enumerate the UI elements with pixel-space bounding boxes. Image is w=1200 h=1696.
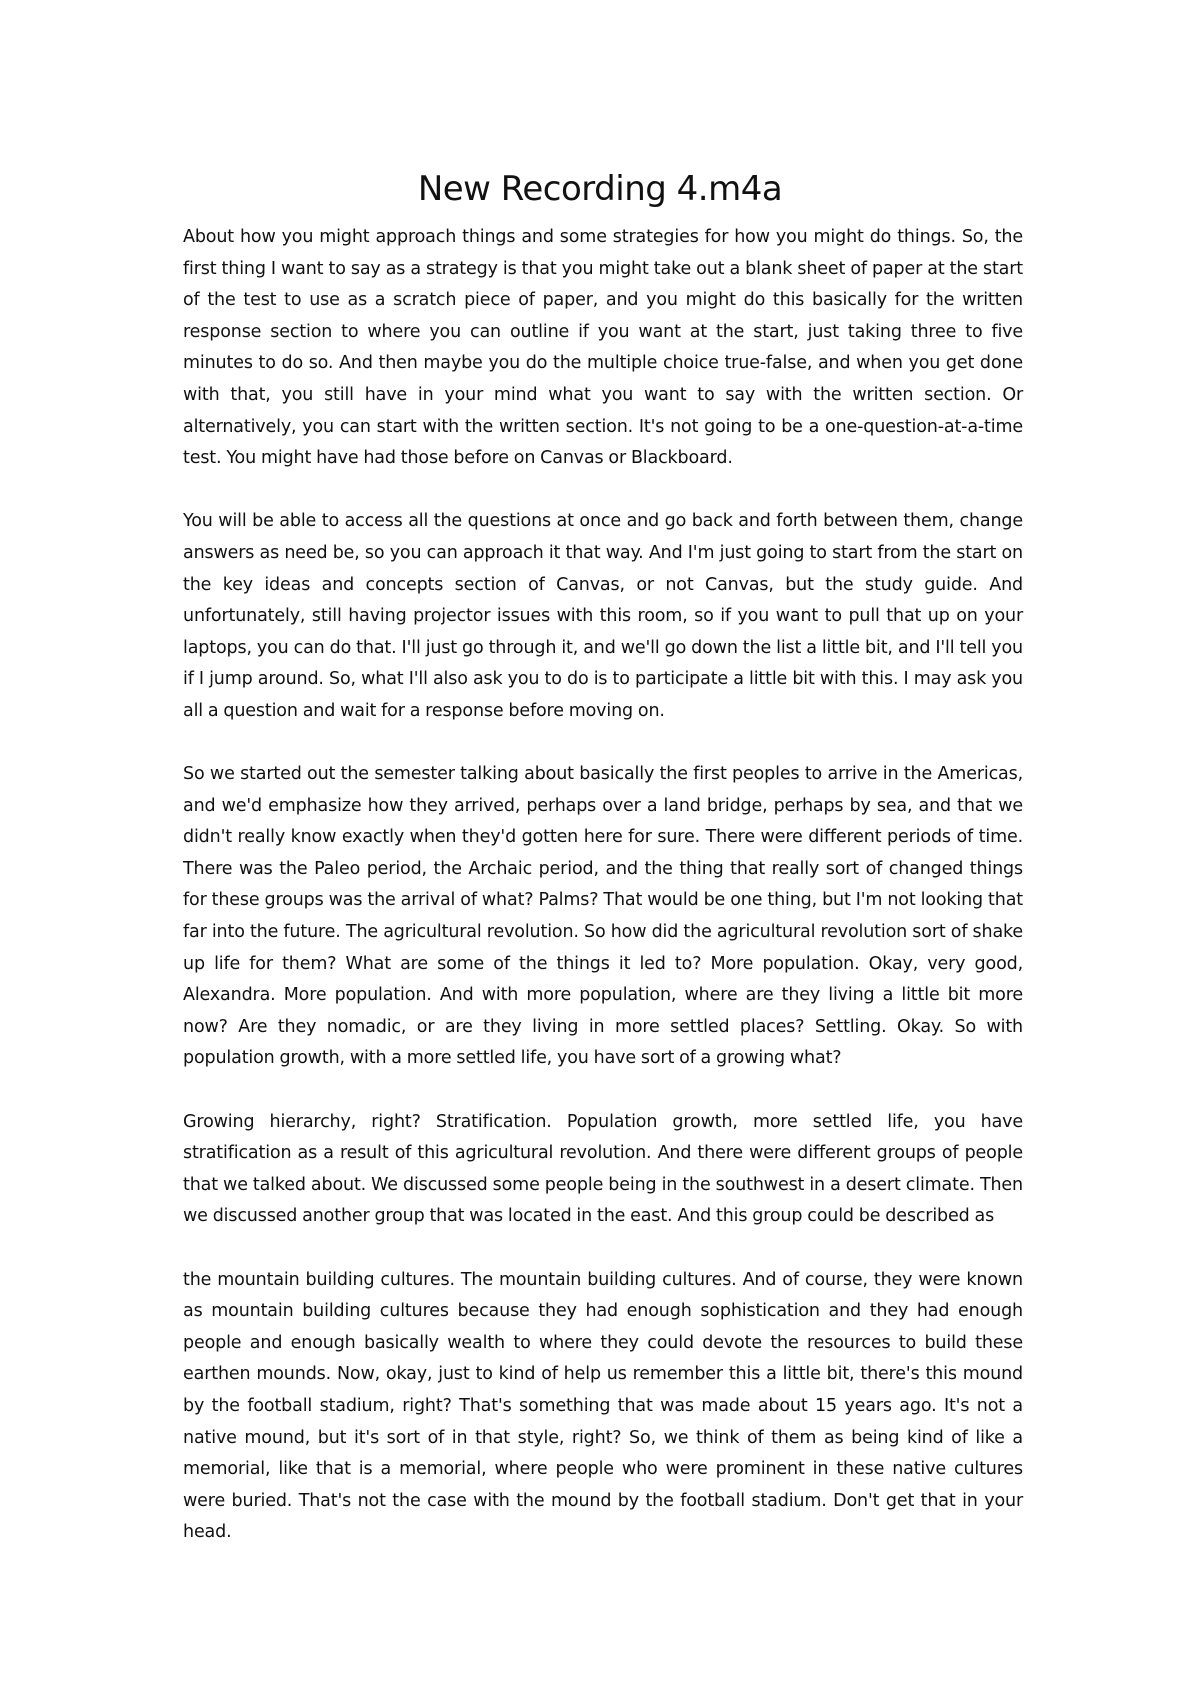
document-body: [183, 222, 1023, 1581]
paragraph-2: You will be able to access all the questions at once and go back and forth between them, change answers as need be, so you can approach it that way. And I'm just going to start from the start on the key ideas and concepts section of Canvas, or not Canvas, but the study guide. And unfortunately, still having projector issues with this room, so if you want to pull that up on your laptops, you can do that. I'll just go through it, and we'll go down the list a little bit, and I'll tell you if I jump around. So, what I'll also ask you to do is to participate a little bit with this. I may ask you all a question and wait for a response before moving on.: [183, 511, 1023, 721]
document-title: New Recording 4.m4a: [417, 169, 783, 209]
paragraph-1: About how you might approach things and some strategies for how you might do things. So, the first thing I want to say as a strategy is that you might take out a blank sheet of paper at the start of the test to use as a scratch piece of paper, and you might do this basically for the written response section to where you can outline if you want at the start, just taking three to five minutes to do so. And then maybe you do the multiple choice true-false, and when you get done with that, you still have in your mind what you want to say with the written section. Or alternatively, you can start with the written section. It's not going to be a one-question-at-a-time test. You might have had those before on Canvas or Blackboard.: [183, 227, 1023, 469]
paragraph-3: So we started out the semester talking about basically the first peoples to arrive in the Americas, and we'd emphasize how they arrived, perhaps over a land bridge, perhaps by sea, and that we didn't really know exactly when they'd gotten here for sure. There were different periods of time. There was the Paleo period, the Archaic period, and the thing that really sort of changed things for these groups was the arrival of what? Palms? That would be one thing, but I'm not looking that far into the future. The agricultural revolution. So how did the agricultural revolution sort of shake up life for them? What are some of the things it led to? More population. Okay, very good, Alexandra. More population. And with more population, where are they living a little bit more now? Are they nomadic, or are they living in more settled places? Settling. Okay. So with population growth, with a more settled life, you have sort of a growing what?: [183, 764, 1023, 1069]
paragraph-4: Growing hierarchy, right? Stratification. Population growth, more settled life, you have stratification as a result of this agricultural revolution. And there were different groups of people that we talked about. We discussed some people being in the southwest in a desert climate. Then we discussed another group that was located in the east. And this group could be described as: [183, 1111, 1023, 1227]
paragraph-5: the mountain building cultures. The mountain building cultures. And of course, they were known as mountain building cultures because they had enough sophistication and they had enough people and enough basically wealth to where they could devote the resources to build these earthen mounds. Now, okay, just to kind of help us remember this a little bit, there's this mound by the football stadium, right? That's something that was made about 15 years ago. It's not a native mound, but it's sort of in that style, right? So, we think of them as being kind of like a memorial, like that is a memorial, where people who were prominent in these native cultures were buried. That's not the case with the mound by the football stadium. Don't get that in your head.: [183, 1269, 1023, 1543]
